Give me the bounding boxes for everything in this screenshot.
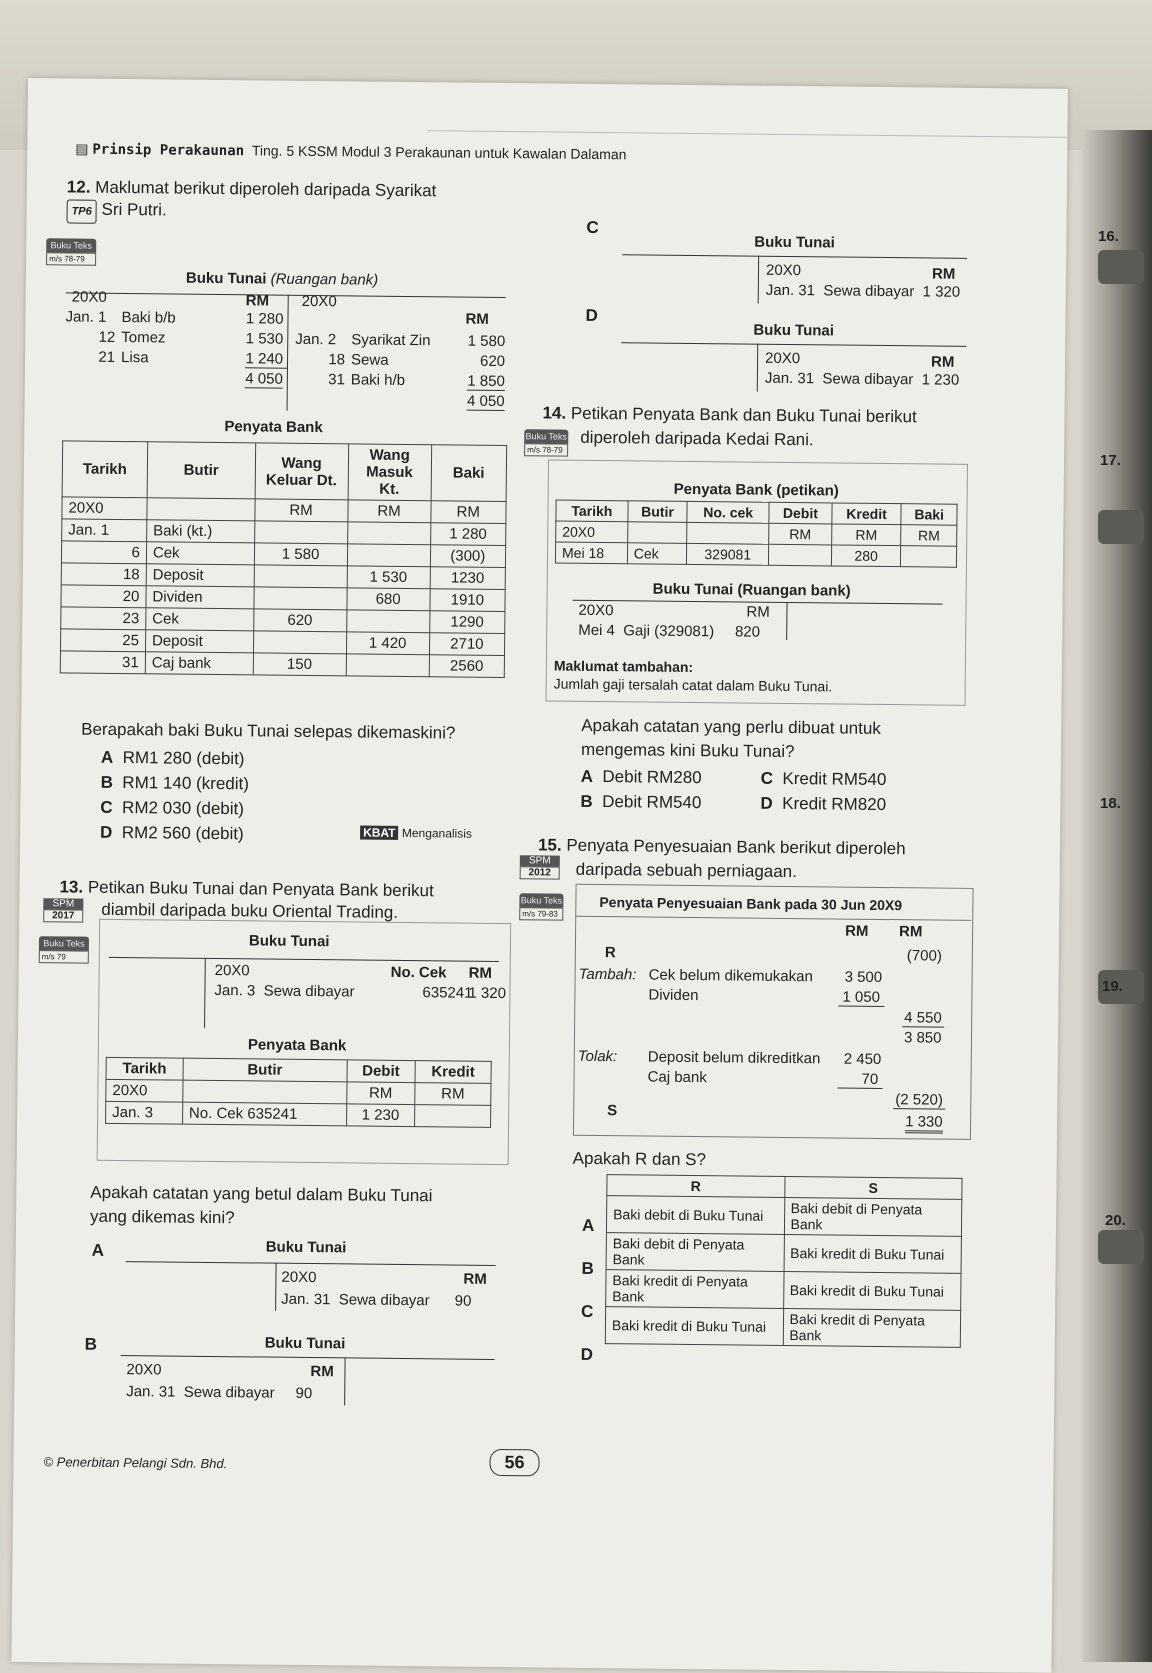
textbook-ref: Buku Teks m/s 78-79 xyxy=(524,429,568,456)
q15-option-letters: A B C D xyxy=(580,1215,595,1364)
textbook-ref: Buku Teks m/s 79-83 xyxy=(519,893,563,920)
option-a[interactable]: Baki debit di Buku Tunai Baki debit di Penyata Bank xyxy=(606,1196,961,1237)
debit-total: 4 050 xyxy=(245,370,283,388)
option-a-label[interactable]: A xyxy=(91,1240,105,1260)
rm-label: RM xyxy=(899,923,923,941)
deposit-amount: 2 450 xyxy=(843,1050,882,1068)
q13-bank-statement-title: Penyata Bank xyxy=(247,1036,347,1055)
q12-text: 12. Maklumat berikut diperoleh daripada Syarikat TP6 Sri Putri. xyxy=(66,176,436,227)
q14-cashbook-entry: Mei 4 Gaji (329081) 820 xyxy=(578,621,761,641)
option-b[interactable]: B Debit RM540 xyxy=(580,791,702,813)
q13-text: 13. Petikan Buku Tunai dan Penyata Bank berikut diambil daripada buku Oriental Trading. xyxy=(59,877,434,922)
side-number: 19. xyxy=(1102,978,1123,995)
dividen-amount: 1 050 xyxy=(838,989,884,1007)
option-a-entry: Jan. 31 Sewa dibayar 90 xyxy=(281,1290,472,1310)
caj-amount: 70 xyxy=(837,1071,882,1089)
side-number: 16. xyxy=(1098,228,1119,245)
deposit-label: Deposit belum dikreditkan xyxy=(647,1048,821,1068)
q14-cashbook-title: Buku Tunai (Ruangan bank) xyxy=(652,580,851,600)
q13-bank-statement-table: Tarikh Butir Debit Kredit 20X0 RM RM Jan. 3 No. Cek 635241 1 230 xyxy=(105,1057,492,1128)
document-page xyxy=(11,78,1068,1673)
q13-cashbook-title: Buku Tunai xyxy=(248,932,330,951)
option-a[interactable]: A Debit RM280 xyxy=(580,766,702,788)
q13-cashbook-entry: Jan. 3 Sewa dibayar 635241 1 320 xyxy=(214,982,507,1003)
q14-additional-info-heading: Maklumat tambahan: xyxy=(553,657,694,675)
rm-label: RM xyxy=(845,922,869,940)
side-number: 18. xyxy=(1100,795,1121,812)
cek-amount: 3 500 xyxy=(844,968,883,986)
side-number: 20. xyxy=(1105,1212,1126,1229)
caj-label: Caj bank xyxy=(647,1068,707,1087)
q15-question: Apakah R dan S? xyxy=(572,1148,707,1170)
col-nocek: No. Cek xyxy=(390,963,447,982)
page-header xyxy=(75,140,626,163)
q12-options xyxy=(100,745,249,847)
credit-total: 4 050 xyxy=(467,392,505,411)
option-a[interactable]: A RM1 280 (debit) xyxy=(100,747,245,769)
q12-bank-statement-table: Tarikh Butir Wang Keluar Dt. Wang Masuk Kt. Baki 20X0 RM RM RM Jan. 1 Baki (kt.) 1 280 6 Cek 1 580 (300) 18 Deposit 1 530 1230 20 Dividen 680 1910 23 Cek 620 1290 25 Deposit 1 420 2710 31 Caj bank 150 2560 xyxy=(60,440,507,678)
s-amount: 1 330 xyxy=(905,1113,943,1133)
option-b-label[interactable]: B xyxy=(84,1334,98,1354)
option-c-entry: Jan. 31 Sewa dibayar 1 320 xyxy=(765,281,961,301)
year-label: 20X0 xyxy=(578,601,614,620)
label-tambah: Tambah: xyxy=(578,965,637,984)
header-book-title: Prinsip Perakaunan xyxy=(92,141,245,160)
cek-label: Cek belum dikemukakan xyxy=(648,966,813,986)
option-d[interactable]: D Kredit RM820 xyxy=(760,793,887,815)
rm-label: RM xyxy=(465,310,489,328)
rm-label: RM xyxy=(930,353,955,371)
option-b[interactable]: B RM1 140 (kredit) xyxy=(100,772,250,794)
q12-question: Berapakah baki Buku Tunai selepas dikemaskini? xyxy=(81,719,456,743)
q14-text: 14. Petikan Penyata Bank dan Buku Tunai berikut diperoleh daripada Kedai Rani. xyxy=(542,403,917,450)
book-icon: ▤ xyxy=(75,140,89,157)
side-number: 17. xyxy=(1100,452,1121,469)
header-subtitle: Ting. 5 KSSM Modul 3 Perakaunan untuk Kawalan Dalaman xyxy=(251,142,627,163)
sum-deducted: (2 520) xyxy=(893,1091,945,1110)
option-d-title: Buku Tunai xyxy=(753,321,835,340)
option-c-label[interactable]: C xyxy=(586,217,599,237)
r-amount: (700) xyxy=(906,947,942,965)
option-d-label[interactable]: D xyxy=(585,305,598,325)
year-label: 20X0 xyxy=(126,1361,162,1379)
option-a-title: Buku Tunai xyxy=(265,1238,347,1257)
q13-question: Apakah catatan yang betul dalam Buku Tunai yang dikemas kini? xyxy=(89,1182,433,1228)
q15-text: 15. Penyata Penyesuaian Bank berikut diperoleh daripada sebuah perniagaan. xyxy=(537,835,906,882)
option-d-entry: Jan. 31 Sewa dibayar 1 230 xyxy=(764,369,960,389)
tp-badge: TP6 xyxy=(66,199,96,223)
q15-options-table: R S Baki debit di Buku Tunai Baki debit di Penyata Bank Baki debit di Penyata Bank Baki kredit di Buku Tunai Baki kredit di Penyata Bank Baki kredit di Buku Tunai Baki kredit di Buku Tunai Baki kredit di Penyata Bank xyxy=(605,1174,963,1348)
textbook-ref: Buku Teks m/s 78-79 xyxy=(46,238,96,266)
kbat-badge: KBAT Menganalisis xyxy=(360,826,472,841)
option-b[interactable]: Baki debit di Penyata Bank Baki kredit di Buku Tunai xyxy=(606,1233,961,1274)
label-tolak: Tolak: xyxy=(577,1047,618,1066)
rm-label: RM xyxy=(310,1363,334,1381)
q14-options xyxy=(580,764,921,818)
rm-label: RM xyxy=(746,603,770,621)
option-d[interactable]: D RM2 560 (debit) xyxy=(100,822,244,844)
q12-credit-side: Jan. 2 Syarikat Zin 1 580 18 Sewa 620 31 Baki h/b 1 850 4 050 xyxy=(295,330,506,411)
q14-additional-info: Jumlah gaji tersalah catat dalam Buku Tunai. xyxy=(553,675,833,695)
option-b-title: Buku Tunai xyxy=(264,1334,346,1353)
option-c-title: Buku Tunai xyxy=(754,233,835,252)
q12-bank-statement-title: Penyata Bank xyxy=(224,418,323,437)
year-label: 20X0 xyxy=(765,349,801,368)
option-b-entry: Jan. 31 Sewa dibayar 90 xyxy=(126,1383,313,1403)
q14-bank-statement-title: Penyata Bank (petikan) xyxy=(673,480,839,500)
rm-label: RM xyxy=(468,964,493,982)
label-s: S xyxy=(607,1102,618,1120)
textbook-ref: Buku Teks m/s 79 xyxy=(39,936,89,964)
subtotal: 3 850 xyxy=(903,1029,942,1047)
option-d[interactable]: Baki kredit di Buku Tunai Baki kredit di Penyata Bank xyxy=(605,1307,960,1348)
year-label: 20X0 xyxy=(765,261,802,280)
rm-label: RM xyxy=(931,265,956,283)
year-label: 20X0 xyxy=(281,1268,317,1287)
tab-marker xyxy=(1098,510,1144,544)
page-number: 56 xyxy=(489,1449,539,1477)
q14-question: Apakah catatan yang perlu dibuat untuk mengemas kini Buku Tunai? xyxy=(580,715,881,762)
option-c[interactable]: Baki kredit di Penyata Bank Baki kredit di Buku Tunai xyxy=(606,1270,961,1311)
spm-2012-tag: SPM 2012 xyxy=(520,855,560,879)
year-label: 20X0 xyxy=(301,292,337,311)
year-label: 20X0 xyxy=(214,962,250,980)
option-c[interactable]: C RM2 030 (debit) xyxy=(100,797,245,819)
dividen-label: Dividen xyxy=(648,986,699,1005)
sum-added: 4 550 xyxy=(902,1009,944,1027)
q12-debit-side: Jan. 1 Baki b/b 1 280 12 Tomez 1 530 21 Lisa 1 240 4 050 xyxy=(65,308,288,392)
rm-label: RM xyxy=(245,292,270,310)
year-label: 20X0 xyxy=(71,288,107,306)
tab-marker xyxy=(1098,1230,1144,1264)
option-c[interactable]: C Kredit RM540 xyxy=(760,768,887,790)
spm-2017-tag: SPM 2017 xyxy=(43,898,83,922)
q14-bank-statement-table: Tarikh Butir No. cek Debit Kredit Baki 20X0 RM RM RM Mei 18 Cek 329081 280 xyxy=(555,500,958,568)
footer-publisher: © Penerbitan Pelangi Sdn. Bhd. xyxy=(43,1454,228,1472)
rm-label: RM xyxy=(463,1270,487,1288)
q12-cashbook-title: Buku Tunai (Ruangan bank) xyxy=(185,269,379,289)
q15-reconciliation-title: Penyata Penyesuaian Bank pada 30 Jun 20X9 xyxy=(599,894,903,914)
next-page-edge xyxy=(1082,130,1152,1662)
tab-marker xyxy=(1098,250,1144,284)
label-r: R xyxy=(604,944,616,962)
